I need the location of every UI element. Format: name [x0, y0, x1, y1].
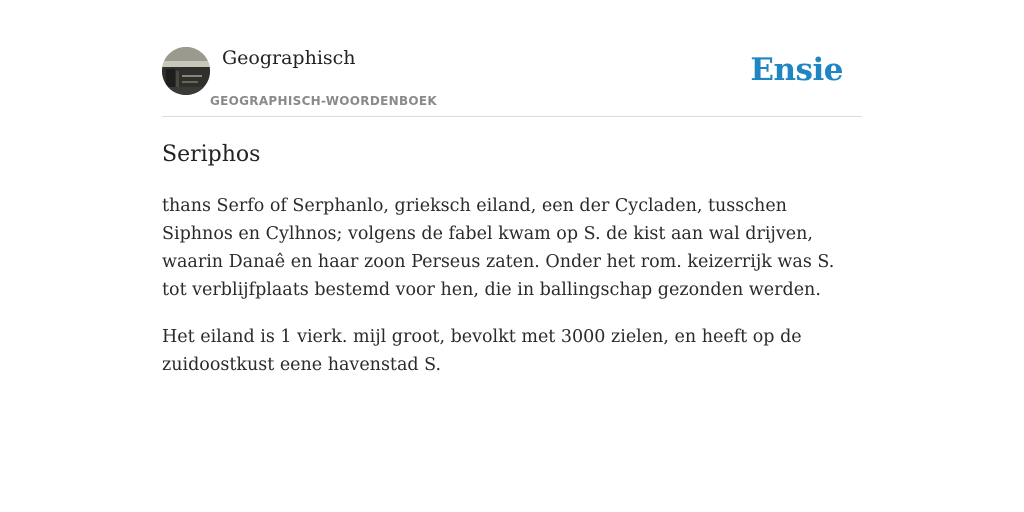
entry-paragraph: thans Serfo of Serphanlo, grieksch eiland, een der Cycladen, tusschen Siphnos en Cylhnos; volgens de fabel kwam op S. de kist aan wal drijven, waarin Danaê en haar zoon Perseus zaten. Onder het rom. keizerrijk was S. tot verblijfplaats bestemd voor hen, die in ballingschap gezonden werden. [162, 196, 835, 300]
source-title[interactable]: Geographisch [222, 47, 356, 69]
entry-title: Seriphos [162, 142, 261, 167]
source-avatar[interactable] [162, 47, 210, 95]
source-header [162, 46, 862, 117]
source-subtitle[interactable]: GEOGRAPHISCH-WOORDENBOEK [210, 94, 437, 108]
book-cover-icon [162, 47, 210, 95]
entry-paragraph: Het eiland is 1 vierk. mijl groot, bevolkt met 3000 zielen, en heeft op de zuidoostkust eene havenstad S. [162, 327, 802, 375]
brand-logo[interactable]: Ensie [750, 52, 843, 88]
entry-body [162, 192, 862, 398]
